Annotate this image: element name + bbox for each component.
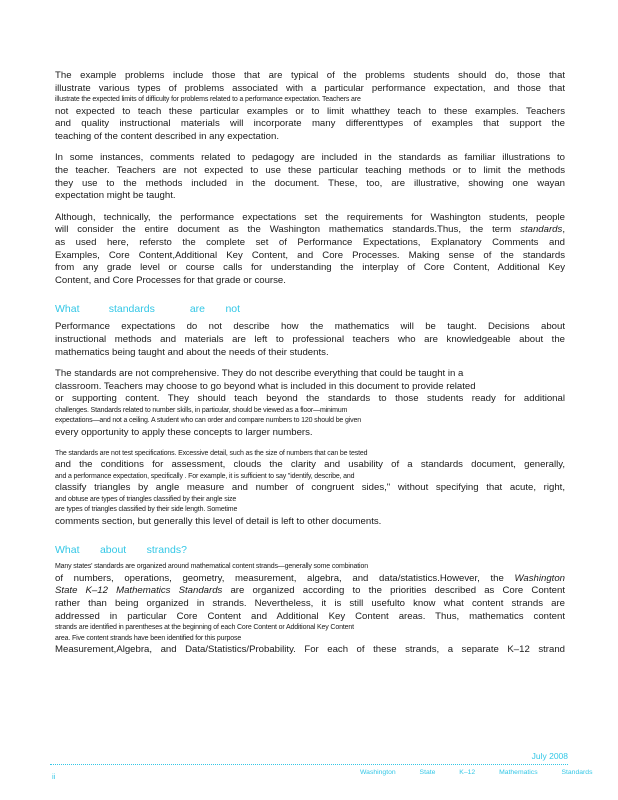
- text-line: [55, 212, 565, 225]
- heading-what-about-strands: [55, 544, 565, 556]
- line-text: illustrate various types of problems associated with a particular performance expectation, and those that: [55, 82, 565, 94]
- text-line: [55, 598, 565, 611]
- line-text: they use to the methods included in the document. These, too, are illustrative, showing one wayan: [55, 177, 565, 189]
- text-line: [55, 585, 565, 598]
- line-text: as used here, refersto the complete set of Performance Expectations, Explanatory Comments and: [55, 237, 565, 249]
- line-text: illustrate the expected limits of difficulty for problems related to a performance expectation. Teachers are: [55, 96, 361, 104]
- text-line: [55, 70, 565, 83]
- line-text: or supporting content. They should teach beyond the standards to those students ready for additional: [55, 393, 565, 405]
- line-text-after: ,: [562, 224, 565, 236]
- text-line: [55, 516, 565, 529]
- footer-divider: [50, 764, 568, 765]
- intro-section: [55, 70, 565, 287]
- text-line: [55, 416, 565, 427]
- line-text: The standards are not comprehensive. They do not describe everything that could be taught in a: [55, 368, 464, 380]
- footer-title-word: Standards: [561, 769, 593, 776]
- heading-word: standards: [108, 303, 155, 316]
- italic-term: State K–12 Mathematics Standards: [55, 585, 223, 597]
- line-text: and a performance expectation, specifically . For example, it is sufficient to say "identify, describe, and: [55, 472, 355, 480]
- line-text: challenges. Standards related to number skills, in particular, should be viewed as a floor—minimum: [55, 406, 348, 414]
- footer-title-word: State: [419, 769, 436, 776]
- text-line: [55, 406, 565, 417]
- heading-word: What: [55, 303, 80, 316]
- line-text: expectation might be taught.: [55, 190, 176, 202]
- line-text: rather than being organized in strands. Nevertheless, it is still usefulto know what content strands are: [55, 598, 565, 610]
- line-text: are types of triangles classified by their side length. Sometime: [55, 506, 238, 514]
- line-text: strands are identified in parentheses at the beginning of each Core Content or Additional Key Content: [55, 624, 354, 632]
- line-text: Performance expectations do not describe how the mathematics will be taught. Decisions about: [55, 321, 565, 333]
- italic-term: Washington: [514, 572, 565, 584]
- text-line: [55, 334, 565, 347]
- strands-section: [55, 562, 565, 656]
- line-text: and obtuse are types of triangles classified by their angle size: [55, 495, 237, 503]
- paragraph: [55, 368, 565, 439]
- line-text: from any grade level or course calls for understanding the interplay of Core Content, Additional Key: [55, 262, 565, 274]
- document-body: [55, 70, 565, 666]
- line-text: the teacher. Teachers are not expected to use these particular teaching methods or to limit the methods: [55, 165, 565, 177]
- line-text: mathematics being taught and about the needs of their students.: [55, 346, 329, 358]
- line-text: Content, and Core Processes for that grade or course.: [55, 274, 286, 286]
- text-line: [55, 573, 565, 586]
- text-line: [55, 321, 565, 334]
- text-line: [55, 262, 565, 275]
- text-line: [55, 381, 565, 394]
- heading-word: are: [189, 303, 206, 316]
- text-line: [55, 131, 565, 144]
- line-text: comments section, but generally this level of detail is left to other documents.: [55, 515, 382, 527]
- footer-title-word: Mathematics: [499, 769, 538, 776]
- line-text: classify triangles by angle measure and number of congruent sides," without specifying that acute, right,: [55, 482, 565, 494]
- text-line: [55, 165, 565, 178]
- text-line: [55, 106, 565, 119]
- text-line: [55, 472, 565, 483]
- line-text: addressed in particular Core Content and Additional Key Content areas. Thus, mathematics content: [55, 610, 565, 622]
- paragraph: [55, 212, 565, 288]
- line-text: area. Five content strands have been identified for this purpose: [55, 634, 242, 642]
- line-text: The standards are not test specifications. Excessive detail, such as the size of numbers that can be tested: [55, 449, 368, 457]
- line-text: and the conditions for assessment, clouds the clarity and usability of a standards document, generally,: [55, 459, 565, 471]
- footer-date: July 2008: [531, 751, 568, 761]
- line-text: not expected to teach these particular examples or to limit whatthey teach to these examples. Teachers: [55, 105, 565, 117]
- footer-title-word: K–12: [459, 769, 476, 776]
- text-line: [55, 95, 565, 106]
- line-text-after: are organized according to the priorities described as Core Content: [222, 585, 565, 597]
- text-line: [55, 152, 565, 165]
- heading-word: strands?: [146, 544, 187, 557]
- text-line: [55, 275, 565, 288]
- line-text: Many states' standards are organized around mathematical content strands—generally some combination: [55, 563, 368, 571]
- what-standards-are-not-section: [55, 321, 565, 528]
- paragraph: [55, 321, 565, 359]
- text-line: [55, 178, 565, 191]
- heading-word: about: [99, 544, 127, 557]
- text-line: [55, 237, 565, 250]
- text-line: [55, 393, 565, 406]
- text-line: [55, 562, 565, 573]
- text-line: [55, 368, 565, 381]
- text-line: [55, 427, 565, 440]
- footer-document-title: [360, 769, 606, 776]
- paragraph: [55, 562, 565, 656]
- heading-word: What: [55, 544, 80, 557]
- paragraph: [55, 449, 565, 529]
- paragraph: [55, 152, 565, 202]
- text-line: [55, 83, 565, 96]
- text-line: [55, 623, 565, 634]
- page-number: ii: [52, 772, 56, 781]
- line-text: Although, technically, the performance expectations set the requirements for Washington students, people: [55, 211, 565, 223]
- line-text: classroom. Teachers may choose to go beyond what is included in this document to provide related: [55, 380, 476, 392]
- heading-word: not: [225, 303, 241, 316]
- line-text: every opportunity to apply these concepts to larger numbers.: [55, 426, 313, 438]
- text-line: [55, 449, 565, 460]
- text-line: [55, 611, 565, 624]
- text-line: [55, 224, 565, 237]
- text-line: [55, 495, 565, 506]
- text-line: [55, 347, 565, 360]
- line-text: Examples, Core Content,Additional Key Content, and Core Processes. Making sense of the standards: [55, 249, 565, 261]
- text-line: [55, 634, 565, 645]
- line-text: Measurement,Algebra, and Data/Statistics/Probability. For each of these strands, a separate K–12 strand: [55, 644, 565, 656]
- line-text: expectations—and not a ceiling. A student who can order and compare numbers to 120 should be given: [55, 417, 361, 425]
- text-line: [55, 190, 565, 203]
- text-line: [55, 250, 565, 263]
- text-line: [55, 505, 565, 516]
- line-text: In some instances, comments related to pedagogy are included in the standards as familiar illustrations to: [55, 152, 565, 164]
- line-text: and quality instructional materials will incorporate many differenttypes of examples that support the: [55, 118, 565, 130]
- paragraph: [55, 70, 565, 143]
- line-text: will consider the entire document as the Washington mathematics standards.Thus, the term: [55, 224, 512, 236]
- text-line: [55, 482, 565, 495]
- line-text: instructional methods and materials are left to professional teachers who are knowledgeable about the: [55, 334, 565, 345]
- line-text: teaching of the content described in any expectation.: [55, 130, 280, 142]
- italic-term: standards: [520, 224, 563, 236]
- text-line: [55, 459, 565, 472]
- line-text: of numbers, operations, geometry, measurement, algebra, and data/statistics.However, the: [55, 572, 504, 584]
- text-line: [55, 118, 565, 131]
- line-text: The example problems include those that are typical of the problems students should do, those that: [55, 70, 565, 81]
- heading-what-standards-are-not: [55, 303, 565, 315]
- footer-title-word: Washington: [360, 769, 396, 776]
- text-line: [55, 644, 565, 657]
